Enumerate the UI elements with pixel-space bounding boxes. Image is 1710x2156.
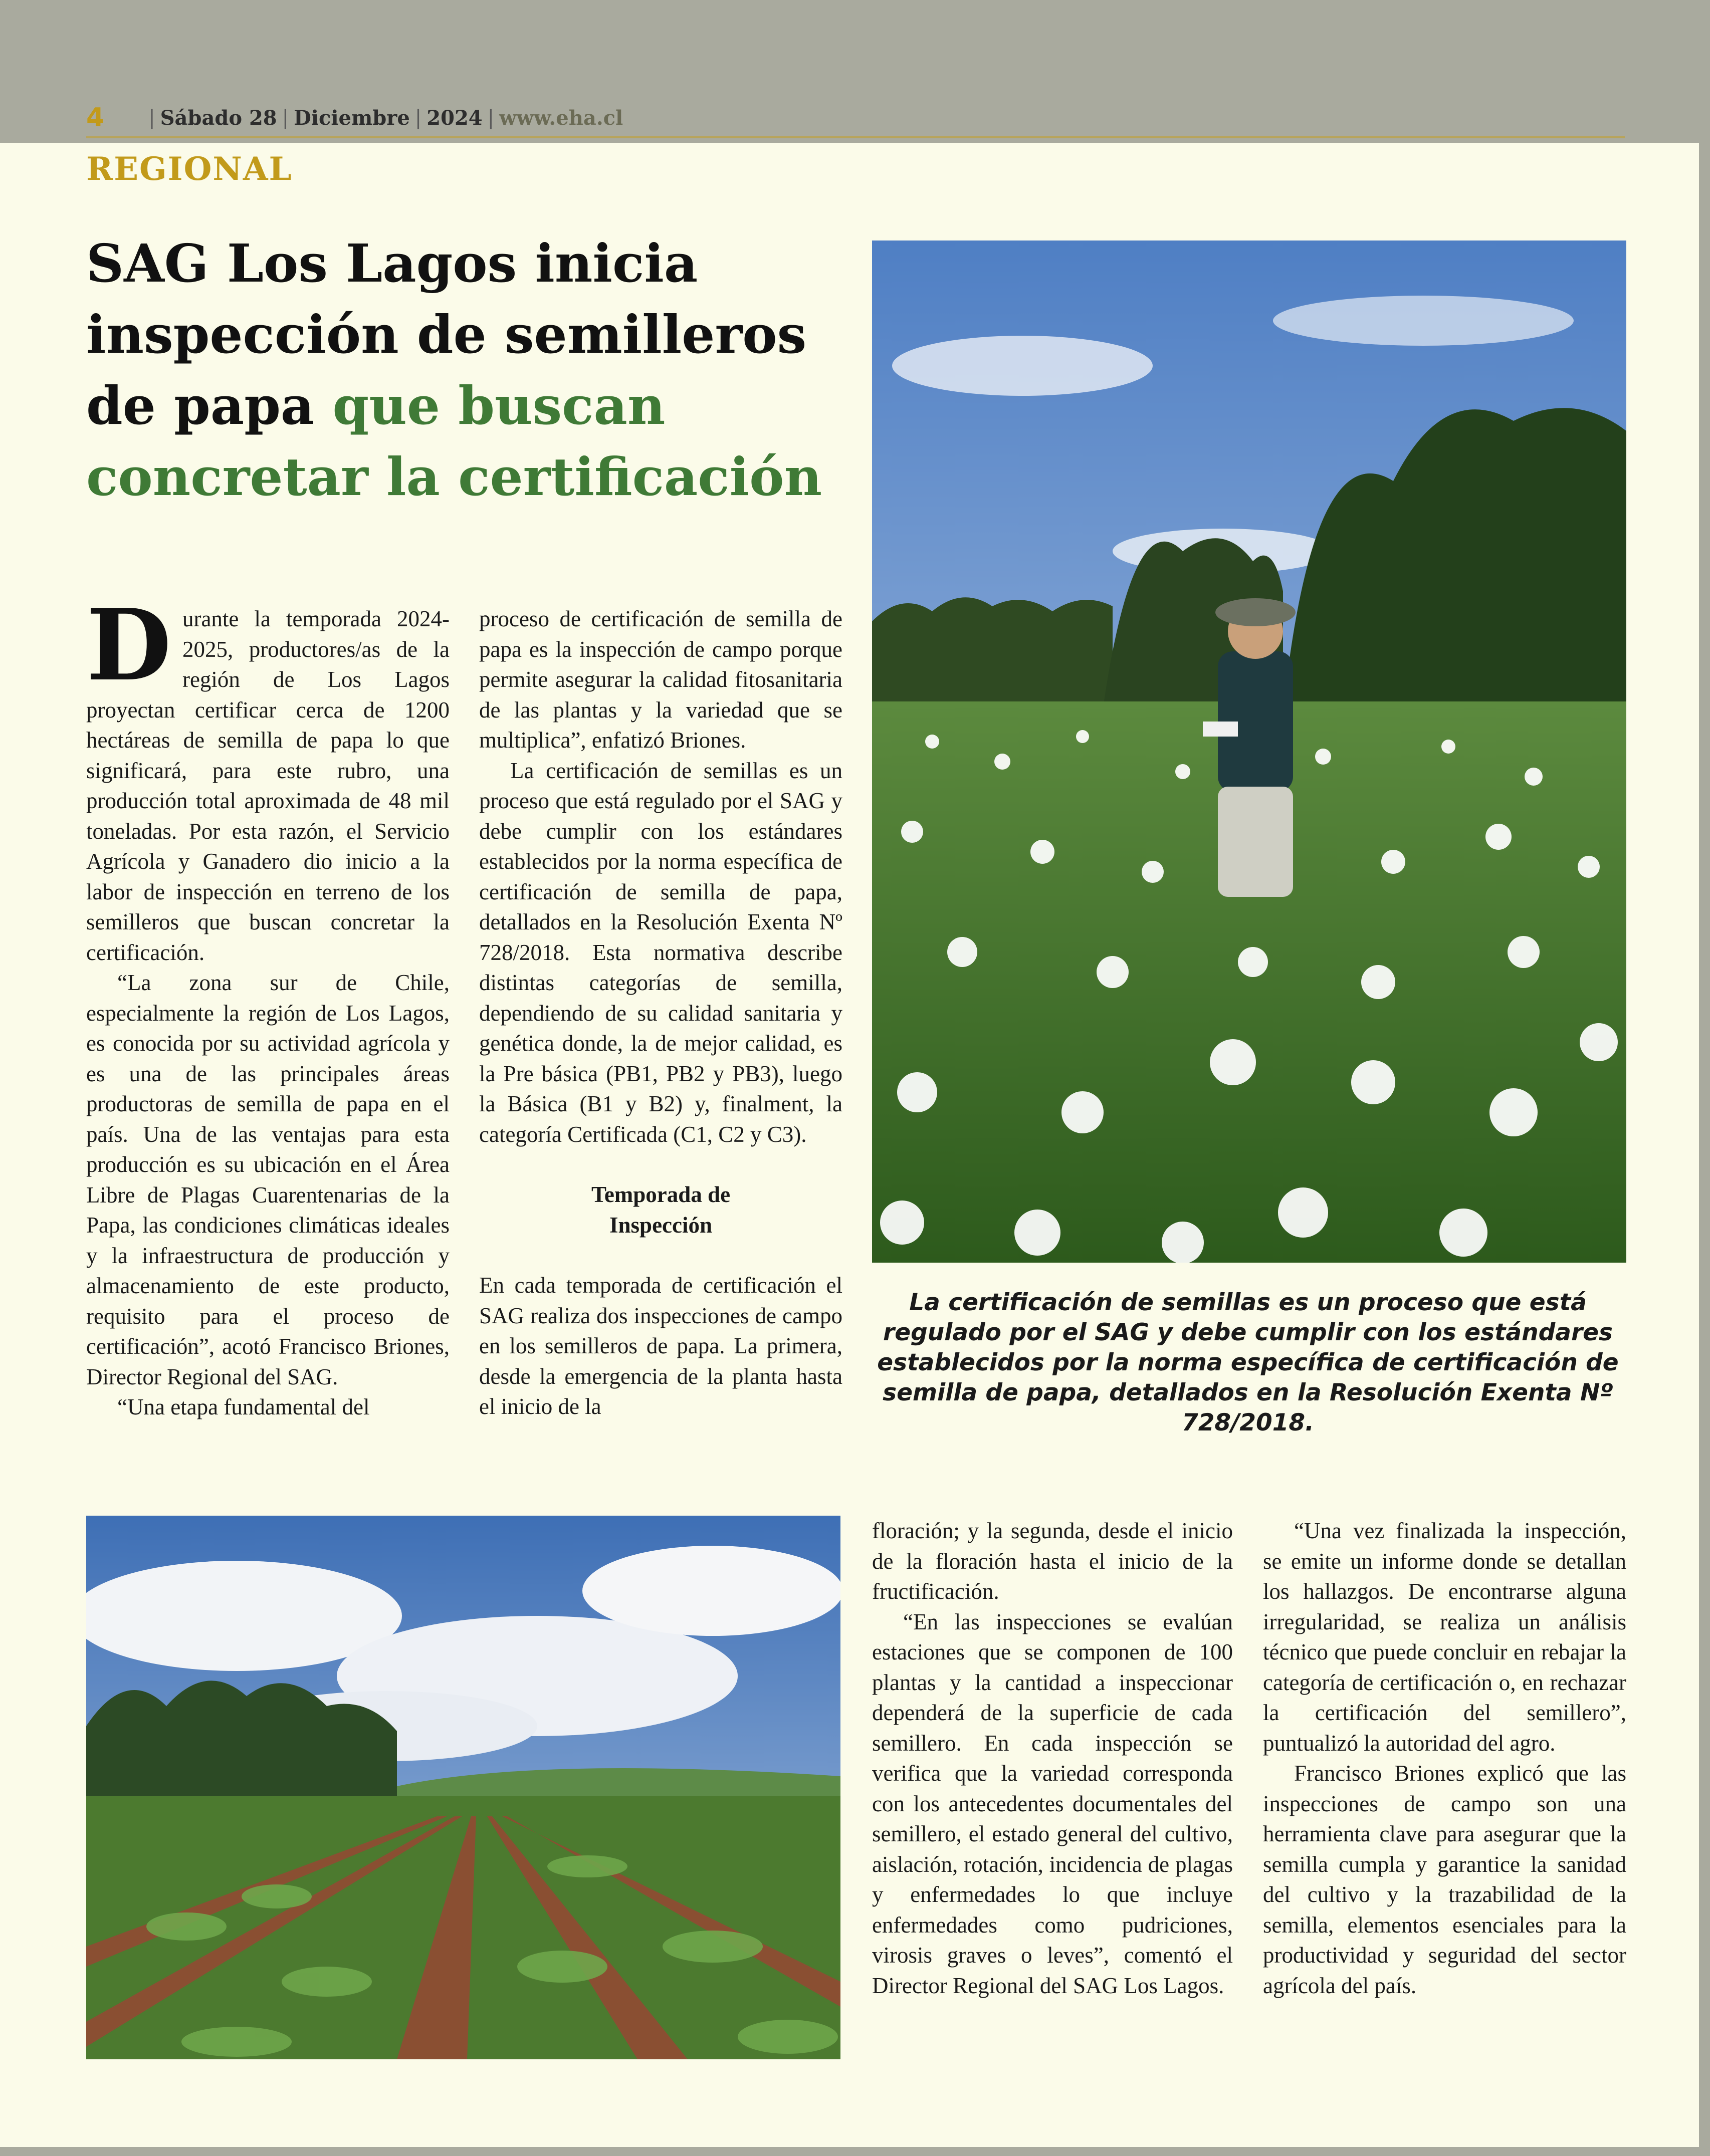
photo-potato-rows — [86, 1516, 840, 2059]
photo-caption: La certificación de semillas es un proceso que está regulado por el SAG y debe cumplir con los estándares establecidos por la norma específica de certificación de semilla de papa, detallados en la Resolución Exenta Nº 728/2018. — [877, 1289, 1619, 1436]
section-label: REGIONAL — [86, 150, 293, 188]
page-number: 4 — [86, 103, 105, 133]
page-header: 4 | Sábado 28 | Diciembre | 2024 | www.eha.cl — [86, 103, 623, 133]
headline-black: SAG Los Lagos inicia inspección de semilleros de papa — [86, 232, 807, 436]
article-column-1 — [86, 588, 450, 1422]
dropcap: D — [86, 588, 171, 703]
header-year: 2024 — [426, 106, 483, 130]
article-column-3 — [872, 1516, 1233, 2001]
col1-paragraph-1: urante la temporada 2024-2025, productores/as de la región de Los Lagos proyectan certificar cerca de 1200 hectáreas de semilla de papa lo que significará, para este rubro, una producción total aproximada de 48 mil toneladas. Por esta razón, el Servicio Agrícola y Ganadero dio inicio a la labor de inspección en terreno de los semilleros que buscan concretar la certificación. — [86, 606, 450, 965]
header-month: Diciembre — [294, 106, 410, 130]
col3-paragraph-2: “En las inspecciones se evalúan estaciones que se componen de 100 plantas y la cantidad a inspeccionar dependerá de la superficie de cada semillero. En cada inspección se verifica que la variedad corresponda con los antecedentes documentales del semillero, el estado general del cultivo, aislación, rotación, incidencia de plagas y enfermedades lo que incluye enfermedades como pudriciones, virosis graves o leves”, comentó el Director Regional del SAG Los Lagos. — [872, 1609, 1233, 1998]
col1-paragraph-2: “La zona sur de Chile, especialmente la región de Los Lagos, es conocida por su actividad agrícola y es una de las principales áreas productoras de semilla de papa en el país. Una de las ventajas para esta producción es su ubicación en el Área Libre de Plagas Cuarentenarias de la Papa, las condiciones climáticas ideales y la infraestructura de producción y almacenamiento de este producto, requisito para el proceso de certificación”, acotó Francisco Briones, Director Regional del SAG. — [86, 970, 450, 1389]
header-rule — [86, 136, 1625, 138]
col2-paragraph-2: La certificación de semillas es un proceso que está regulado por el SAG y debe cumplir con los estándares establecidos por la norma específica de certificación de semilla de papa, detallados en la Resolución Exenta Nº 728/2018. Esta normativa describe distintas categorías de semilla, dependiendo de su calidad sanitaria y genética donde, la de mejor calidad, es la Pre básica (PB1, PB2 y PB3), luego la Básica (B1 y B2) y, finalment, la categoría Certificada (C1, C2 y C3). — [479, 758, 842, 1147]
header-website: www.eha.cl — [499, 106, 623, 130]
header-day: Sábado 28 — [160, 106, 277, 130]
photo-inspector-field — [872, 241, 1626, 1263]
article-column-4 — [1263, 1516, 1626, 2001]
col3-paragraph-1: floración; y la segunda, desde el inicio de la floración hasta el inicio de la fructificación. — [872, 1518, 1233, 1604]
col4-paragraph-2: Francisco Briones explicó que las inspecciones de campo son una herramienta clave para asegurar que la semilla cumpla y garantice la sanidad del cultivo y la trazabilidad de la semilla, elementos esenciales para la productividad y seguridad del sector agrícola del país. — [1263, 1761, 1626, 1998]
article-column-2 — [479, 604, 842, 1422]
col1-paragraph-3: “Una etapa fundamental del — [117, 1394, 370, 1419]
col2-paragraph-1: proceso de certificación de semilla de papa es la inspección de campo porque permite asegurar la calidad fitosanitaria de las plantas y la variedad que se multiplica”, enfatizó Briones. — [479, 606, 842, 753]
subheading-temporada: Temporada de Inspección — [591, 1182, 731, 1238]
headline-green: que buscan concretar la certificación — [86, 375, 822, 508]
headline — [86, 228, 863, 513]
col4-paragraph-1: “Una vez finalizada la inspección, se emite un informe donde se detallan los hallazgos. De encontrarse alguna irregularidad, se realiza un análisis técnico que puede concluir en rebajar la categoría de certificación o, en rechazar la certificación del semillero”, puntualizó la autoridad del agro. — [1263, 1518, 1626, 1756]
col2-paragraph-3: En cada temporada de certificación el SAG realiza dos inspecciones de campo en los semilleros de papa. La primera, desde la emergencia de la planta hasta el inicio de la — [479, 1273, 842, 1419]
